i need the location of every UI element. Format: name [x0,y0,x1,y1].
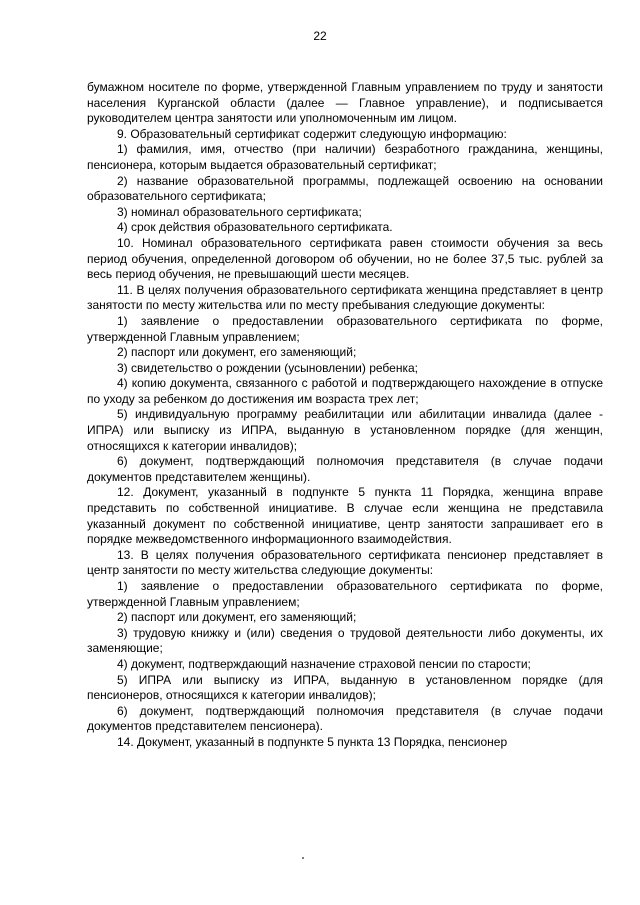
document-body [87,80,603,751]
list-item: 1) заявление о предоставлении образовательного сертификата по форме, утвержденной Главным управлением; [87,313,603,344]
list-item: 6) документ, подтверждающий полномочия представителя (в случае подачи документов представителем пенсионера). [87,703,603,734]
list-item: 2) паспорт или документ, его заменяющий; [117,345,357,360]
list-item: 5) индивидуальную программу реабилитации или абилитации инвалида (далее - ИПРА) или выписку из ИПРА, выданную в установленном порядке (для женщин, относящихся к категории инвалидов); [87,407,603,453]
list-item: 5) ИПРА или выписку из ИПРА, выданную в установленном порядке (для пенсионеров, относящихся к категории инвалидов); [87,672,603,703]
list-item: 2) название образовательной программы, подлежащей освоению на основании образовательного сертификата; [87,173,603,204]
list-item: 1) заявление о предоставлении образовательного сертификата по форме, утвержденной Главным управлением; [87,579,603,609]
list-item: 3) номинал образовательного сертификата; [117,204,362,219]
paragraph-10: 10. Номинал образовательного сертификата равен стоимости обучения за весь период обучения, определенной договором об обучении, но не более 37,5 тыс. рублей за весь период обучения, не превышающий шести месяцев. [87,235,603,282]
list-item: 3) свидетельство о рождении (усыновлении) ребенка; [117,360,418,375]
list-item: 4) срок действия образовательного сертификата. [117,220,393,235]
list-item: 3) трудовую книжку и (или) сведения о трудовой деятельности либо документы, их заменяющие; [87,625,603,656]
list-item: 4) копию документа, связанного с работой и подтверждающего нахождение в отпуске по уходу за ребенком до достижения им возраста трех лет; [87,376,603,406]
list-item: 4) документ, подтверждающий назначение страховой пенсии по старости; [117,656,531,671]
list-item: 2) паспорт или документ, его заменяющий; [117,610,357,625]
page-number: 22 [313,29,327,43]
list-item: 1) фамилия, имя, отчество (при наличии) безработного гражданина, женщины, пенсионера, которым выдается образовательный сертификат; [87,142,603,172]
paragraph-13: 13. В целях получения образовательного сертификата пенсионер представляет в центр занятости по месту жительства следующие документы: [87,547,603,578]
list-item: 6) документ, подтверждающий полномочия представителя (в случае подачи документов представителем женщины). [87,454,603,484]
paragraph-11: 11. В целях получения образовательного сертификата женщина представляет в центр занятости по месту жительства или по месту пребывания следующие документы: [87,282,603,313]
paragraph-12: 12. Документ, указанный в подпункте 5 пункта 11 Порядка, женщина вправе представить по собственной инициативе. В случае если женщина не представила указанный документ по собственной инициативе, центр занятости запрашивает его в порядке межведомственного информационного взаимодействия. [87,485,603,547]
paragraph-9: 9. Образовательный сертификат содержит следующую информацию: [117,126,507,141]
paragraph-continuation: бумажном носителе по форме, утвержденной Главным управлением по труду и занятости населения Курганской области (далее — Главное управление), и подписывается руководителем центра занятости или уполномоченным им лицом. [87,80,603,126]
paragraph-14: 14. Документ, указанный в подпункте 5 пункта 13 Порядка, пенсионер [117,734,508,749]
scan-speck [302,857,304,859]
